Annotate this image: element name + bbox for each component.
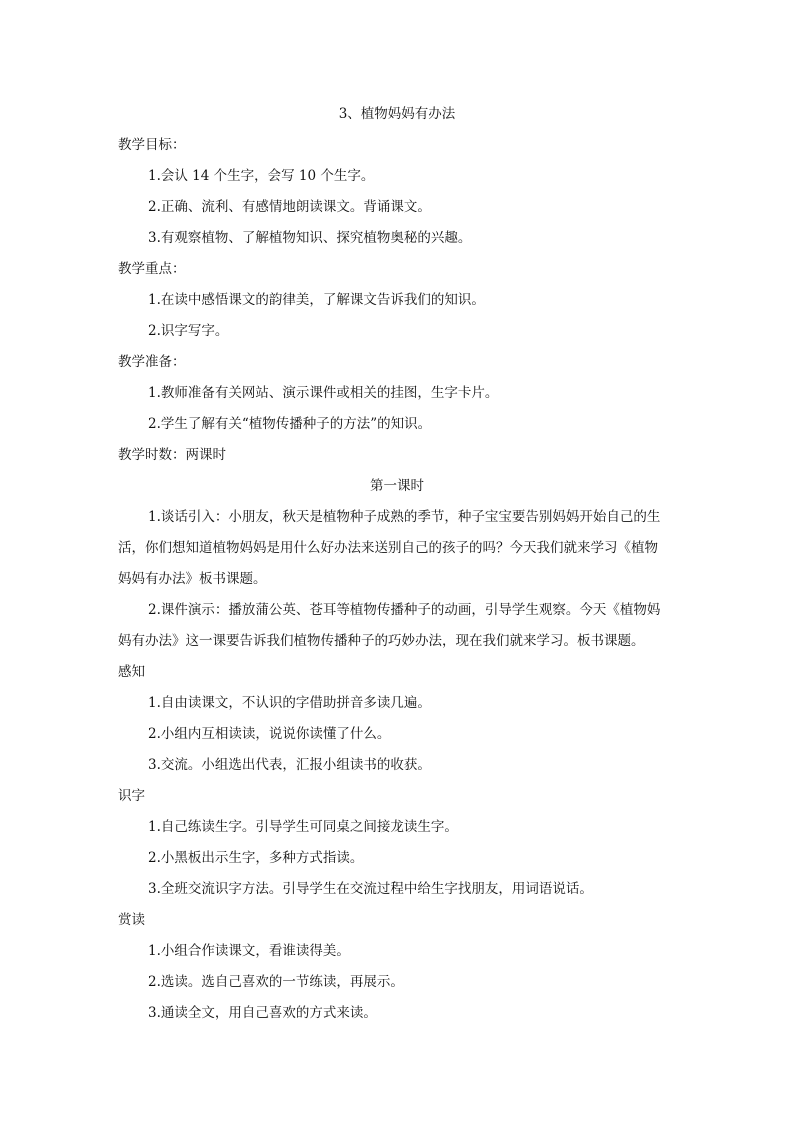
preparation-heading: 教学准备： bbox=[118, 354, 186, 370]
key-point-item: 2.识字写字。 bbox=[148, 323, 229, 339]
teaching-hours: 教学时数：两课时 bbox=[118, 447, 226, 463]
perception-heading: 感知 bbox=[118, 664, 145, 680]
intro-paragraph-line: 1.谈话引入：小朋友，秋天是植物种子成熟的季节，种子宝宝要告别妈妈开始自己的生 bbox=[148, 509, 661, 525]
objectives-heading: 教学目标： bbox=[118, 137, 186, 153]
perception-item: 2.小组内互相读读，说说你读懂了什么。 bbox=[148, 726, 391, 742]
objective-item: 1.会认 14 个生字，会写 10 个生字。 bbox=[148, 168, 375, 184]
literacy-item: 1.自己练读生字。引导学生可同桌之间接龙读生字。 bbox=[148, 819, 458, 835]
objective-item: 2.正确、流利、有感情地朗读课文。背诵课文。 bbox=[148, 199, 431, 215]
key-points-heading: 教学重点： bbox=[118, 261, 186, 277]
literacy-item: 2.小黑板出示生字，多种方式指读。 bbox=[148, 850, 364, 866]
intro-paragraph-line: 活，你们想知道植物妈妈是用什么好办法来送别自己的孩子的吗？今天我们就来学习《植物 bbox=[118, 540, 658, 556]
intro-paragraph-line: 妈妈有办法》板书课题。 bbox=[118, 571, 267, 587]
intro-paragraph-line: 2.课件演示：播放蒲公英、苍耳等植物传播种子的动画，引导学生观察。今天《植物妈 bbox=[148, 602, 661, 618]
appreciation-heading: 赏读 bbox=[118, 912, 145, 928]
appreciation-item: 3.通读全文，用自己喜欢的方式来读。 bbox=[148, 1005, 377, 1021]
key-point-item: 1.在读中感悟课文的韵律美，了解课文告诉我们的知识。 bbox=[148, 292, 485, 308]
literacy-heading: 识字 bbox=[118, 788, 145, 804]
perception-item: 3.交流。小组选出代表，汇报小组读书的收获。 bbox=[148, 757, 431, 773]
literacy-item: 3.全班交流识字方法。引导学生在交流过程中给生字找朋友，用词语说话。 bbox=[148, 881, 593, 897]
appreciation-item: 1.小组合作读课文，看谁读得美。 bbox=[148, 943, 350, 959]
preparation-item: 1.教师准备有关网站、演示课件或相关的挂图，生字卡片。 bbox=[148, 385, 499, 401]
objective-item: 3.有观察植物、了解植物知识、探究植物奥秘的兴趣。 bbox=[148, 230, 472, 246]
perception-item: 1.自由读课文，不认识的字借助拼音多读几遍。 bbox=[148, 695, 431, 711]
intro-paragraph-line: 妈有办法》这一课要告诉我们植物传播种子的巧妙办法，现在我们就来学习。板书课题。 bbox=[118, 633, 645, 649]
appreciation-item: 2.选读。选自己喜欢的一节练读，再展示。 bbox=[148, 974, 404, 990]
document-title: 3、植物妈妈有办法 bbox=[338, 106, 456, 122]
lesson-title: 第一课时 bbox=[370, 478, 424, 494]
preparation-item: 2.学生了解有关“植物传播种子的方法”的知识。 bbox=[148, 416, 432, 432]
